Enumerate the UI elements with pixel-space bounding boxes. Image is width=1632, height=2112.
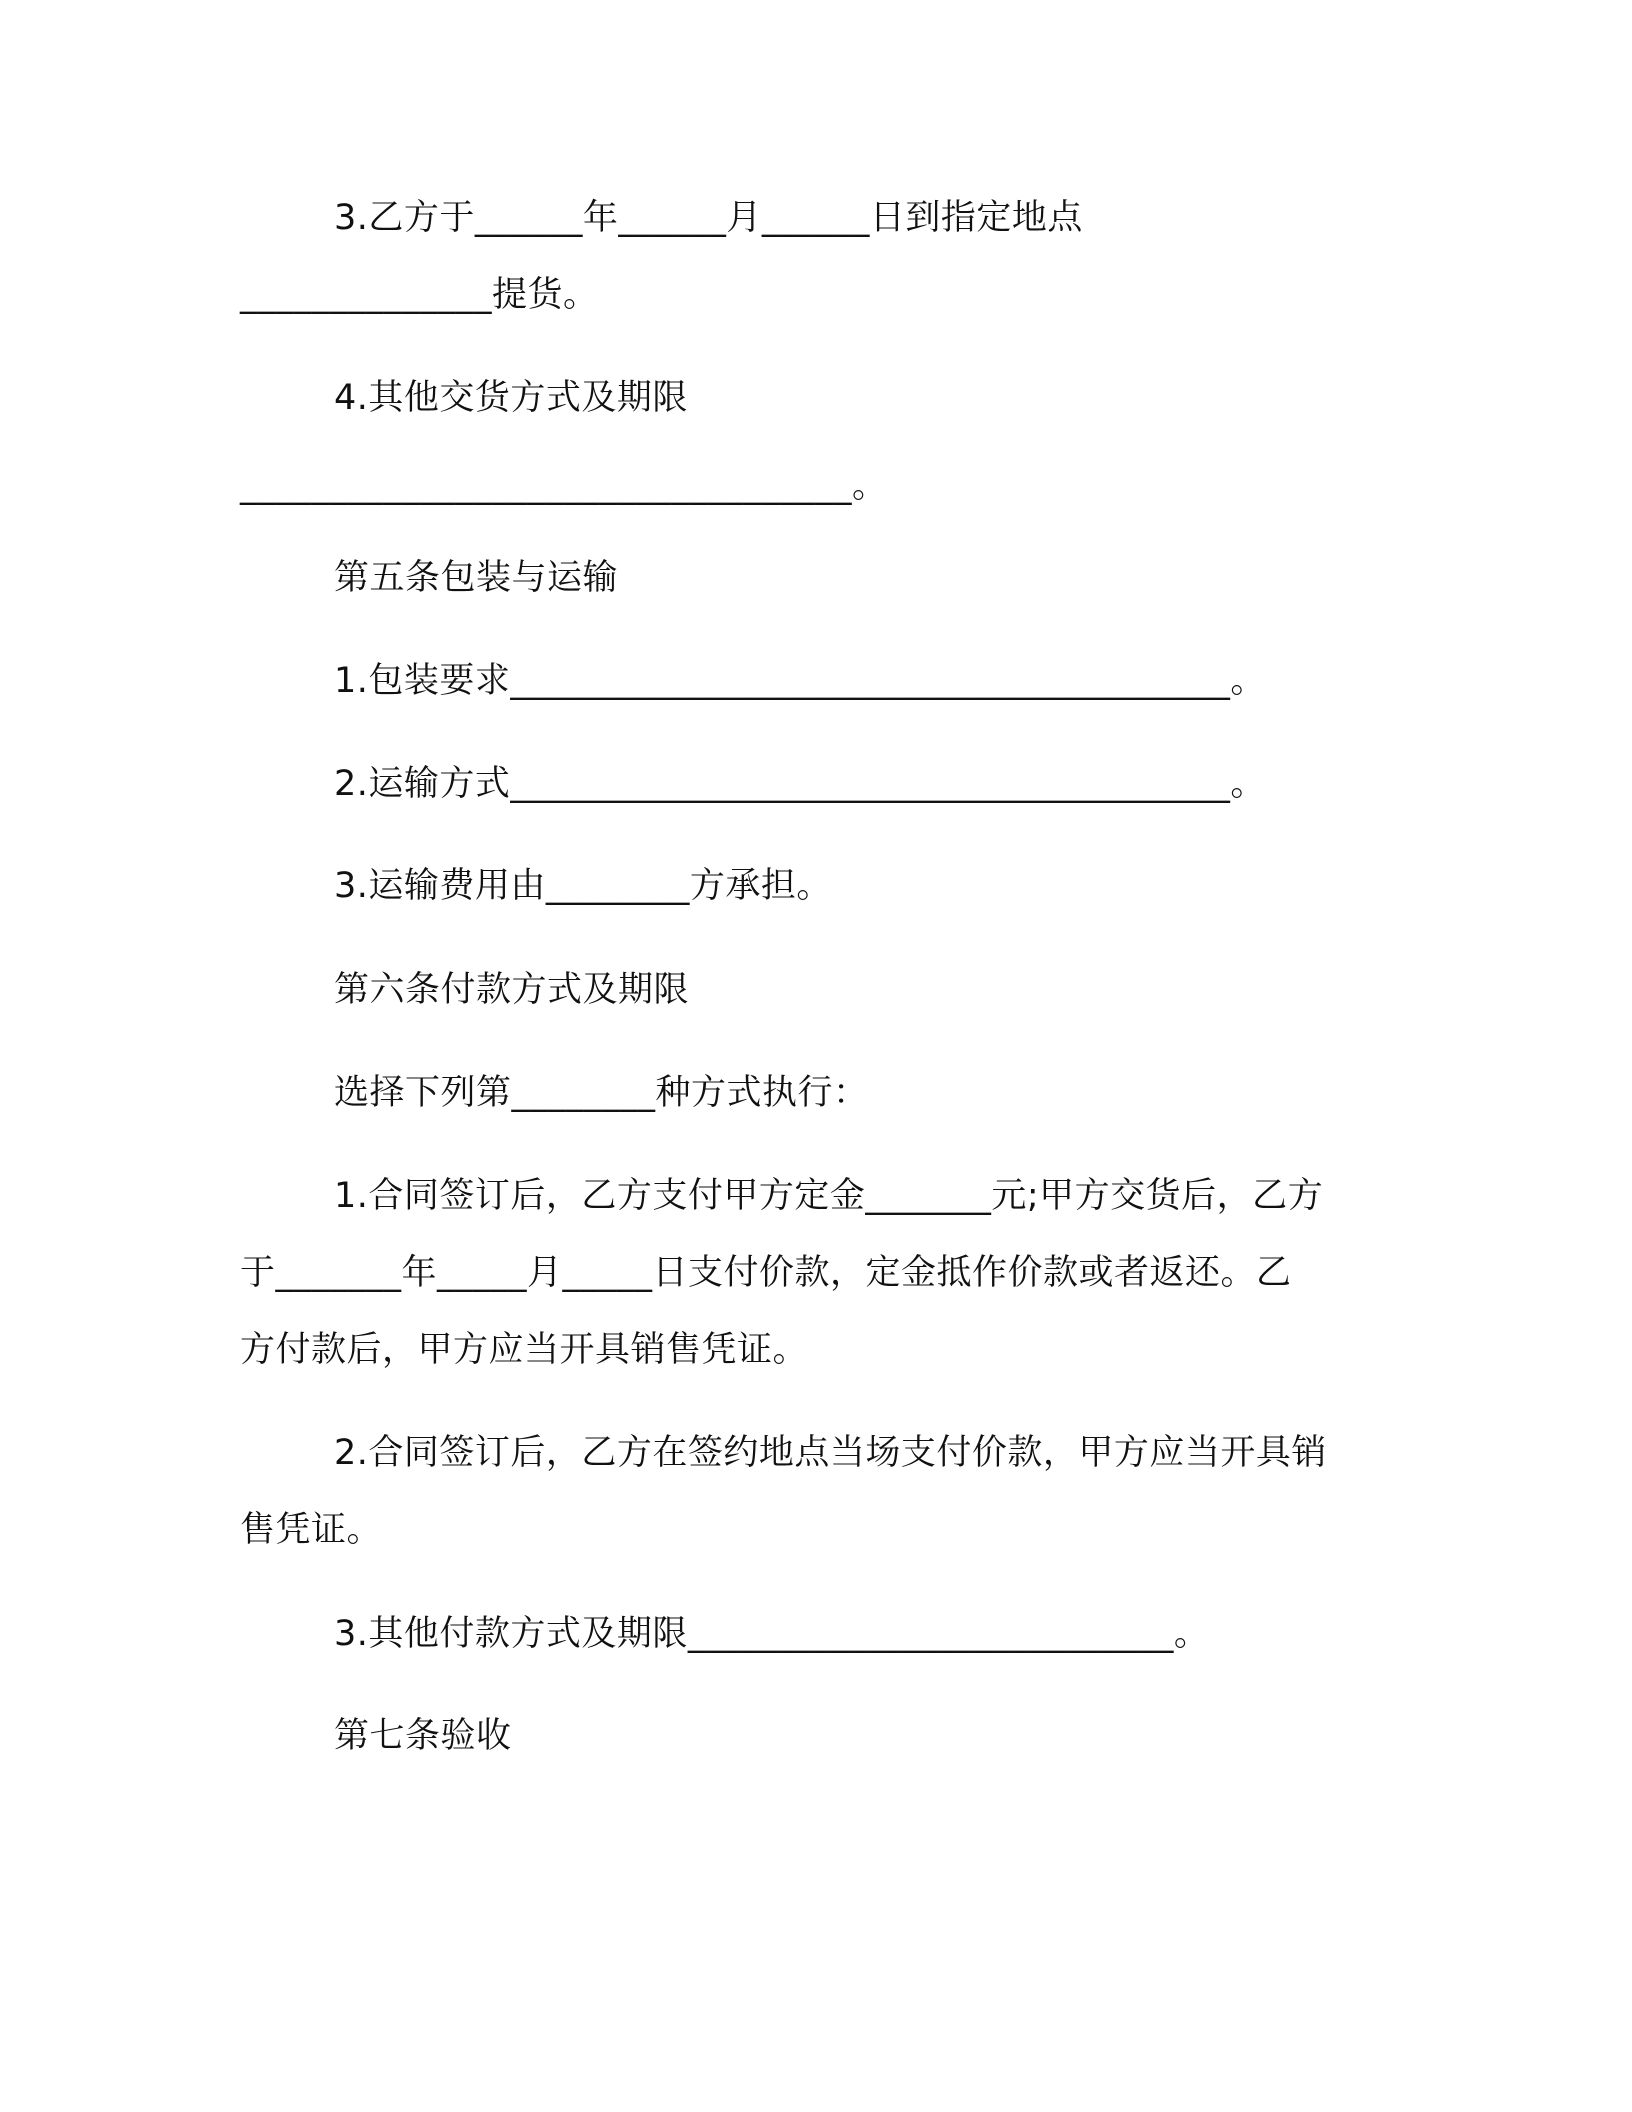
clause-6-item-2-line-1: 2.合同签订后，乙方在签约地点当场支付价款，甲方应当开具销 (334, 1433, 1327, 1473)
clause-4-item-4-line-1: 4.其他交货方式及期限 (334, 378, 688, 418)
clause-4-item-4-line-2: __________________________________。 (240, 466, 888, 506)
clause-5-item-2: 2.运输方式________________________________________。 (334, 764, 1266, 804)
clause-6-item-2-line-2: 售凭证。 (240, 1510, 383, 1550)
clause-4-item-3-line-2: ______________提货。 (240, 275, 599, 315)
clause-6-item-1-line-1: 1.合同签订后，乙方支付甲方定金_______元;甲方交货后，乙方 (334, 1176, 1324, 1216)
clause-5-item-1: 1.包装要求________________________________________。 (334, 661, 1266, 701)
clause-6-item-3: 3.其他付款方式及期限___________________________。 (334, 1614, 1210, 1654)
clause-5-heading: 第五条包装与运输 (334, 558, 619, 598)
clause-6-option-select: 选择下列第________种方式执行： (334, 1073, 869, 1113)
clause-6-heading: 第六条付款方式及期限 (334, 970, 690, 1010)
clause-6-item-1-line-2: 于_______年_____月_____日支付价款，定金抵作价款或者返还。乙 (240, 1253, 1292, 1293)
clause-4-item-3-line-1: 3.乙方于______年______月______日到指定地点 (334, 198, 1083, 238)
clause-5-item-3: 3.运输费用由________方承担。 (334, 866, 832, 906)
clause-6-item-1-line-3: 方付款后，甲方应当开具销售凭证。 (240, 1330, 809, 1370)
clause-7-heading: 第七条验收 (334, 1716, 512, 1756)
